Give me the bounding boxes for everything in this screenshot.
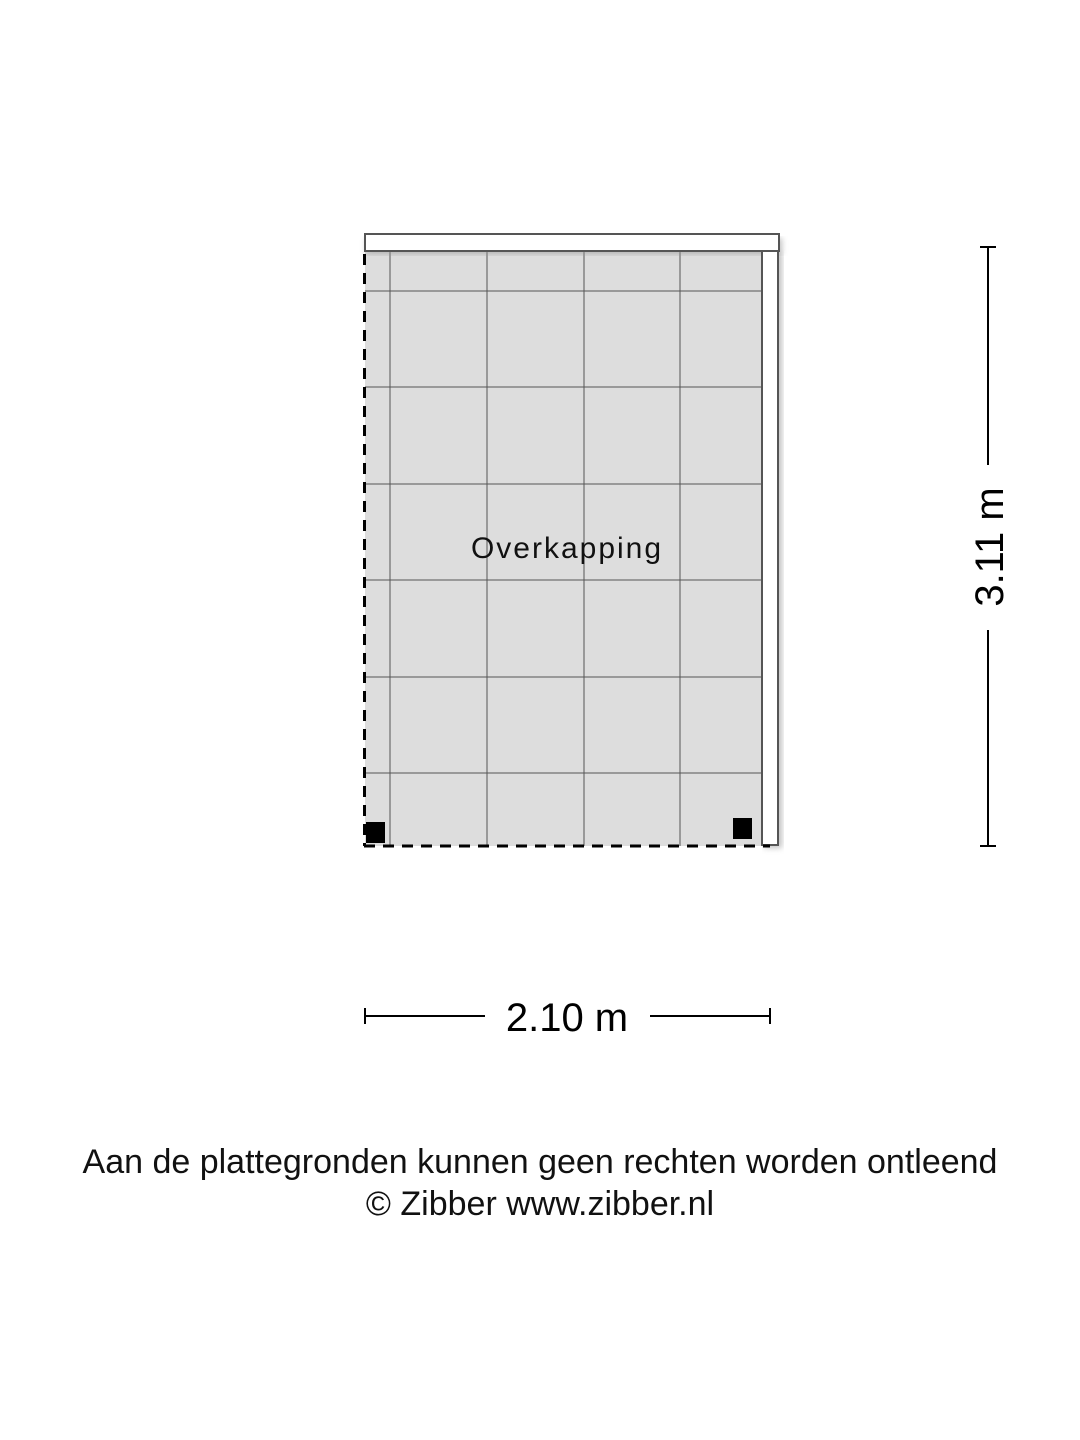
copyright-text: © Zibber www.zibber.nl [365, 1185, 715, 1223]
height-label: 3.11 m [968, 487, 1012, 607]
room-label: Overkapping [470, 532, 664, 565]
disclaimer-text: Aan de plattegronden kunnen geen rechten worden ontleend [82, 1143, 998, 1181]
width-label: 2.10 m [505, 996, 629, 1040]
room-overkapping [364, 234, 782, 848]
wall-top [365, 234, 779, 251]
post-bottom-left [366, 822, 385, 843]
wall-right [762, 251, 778, 845]
post-bottom-right [733, 818, 752, 839]
